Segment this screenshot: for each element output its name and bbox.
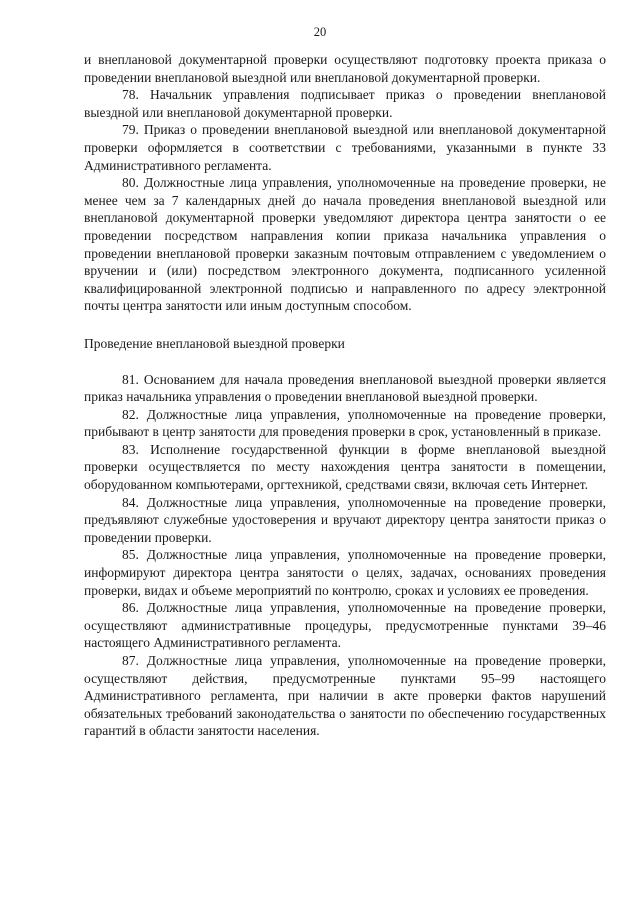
paragraph-78: 78. Начальник управления подписывает приказ о проведении внеплановой выездной или внеплановой документарной проверки.	[84, 87, 606, 120]
paragraph-85: 85. Должностные лица управления, уполномоченные на проведение проверки, информируют директора центра занятости о целях, задачах, основаниях проведения проверки, видах и объеме мероприятий по контролю, сроках и условиях ее проведения.	[84, 547, 606, 598]
paragraph-81: 81. Основанием для начала проведения внеплановой выездной проверки является приказ начальника управления о проведении внеплановой выездной проверки.	[84, 371, 606, 405]
paragraph-continuation: и внеплановой документарной проверки осуществляют подготовку проекта приказа о проведении внеплановой выездной или внеплановой документарной проверки.	[84, 52, 606, 85]
document-body	[84, 51, 606, 740]
paragraph-87: 87. Должностные лица управления, уполномоченные на проведение проверки, осуществляют действия, предусмотренные пунктами 95–99 настоящего Административного регламента, при наличии в акте проверки фактов нарушений обязательных требований законодательства о занятости по обеспечению государственных гарантий в области занятости населения.	[84, 653, 606, 739]
section-heading: Проведение внеплановой выездной проверки	[84, 335, 345, 351]
paragraph-83: 83. Исполнение государственной функции в форме внеплановой выездной проверки осуществляется по месту нахождения центра занятости в помещении, оборудованном компьютерами, оргтехникой, средствами связи, включая сеть Интернет.	[84, 441, 606, 493]
paragraph-79: 79. Приказ о проведении внеплановой выездной или внеплановой документарной проверки оформляется в соответствии с требованиями, указанными в пункте 33 Административного регламента.	[84, 122, 606, 173]
page-number: 20	[313, 25, 327, 39]
paragraph-84: 84. Должностные лица управления, уполномоченные на проведение проверки, предъявляют служебные удостоверения и вручают директору центра занятости приказ о проведении проверки.	[84, 494, 606, 545]
paragraph-86: 86. Должностные лица управления, уполномоченные на проведение проверки, осуществляют административные процедуры, предусмотренные пунктами 39–46 настоящего Административного регламента.	[84, 600, 606, 651]
paragraph-82: 82. Должностные лица управления, уполномоченные на проведение проверки, прибывают в центр занятости для проведения проверки в срок, установленный в приказе.	[84, 406, 606, 440]
paragraph-80: 80. Должностные лица управления, уполномоченные на проведение проверки, не менее чем за 7 календарных дней до начала проведения внеплановой выездной или внеплановой документарной проверки уведомляют директора центра занятости о ее проведении посредством направления копии приказа начальника управления о проведении внеплановой проверки заказным почтовым отправлением с уведомлением о вручении и (или) посредством электронного документа, подписанного усиленной квалифицированной электронной подписью и направленного по адресу электронной почты центра занятости или иным доступным способом.	[84, 175, 606, 314]
